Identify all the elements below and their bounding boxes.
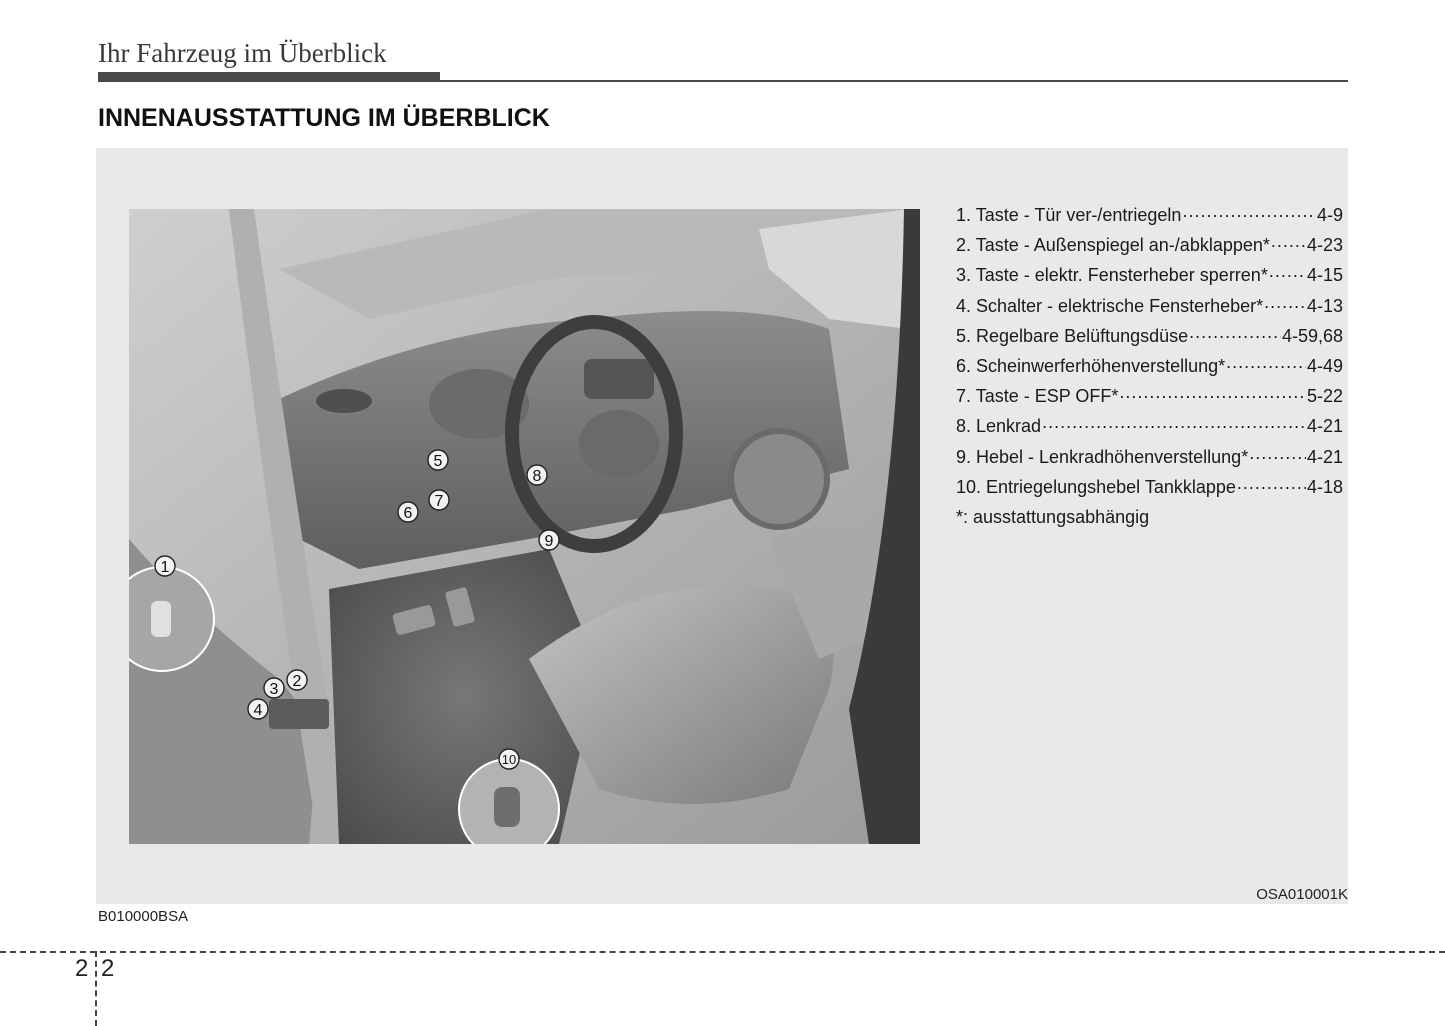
callout-6 (398, 502, 418, 522)
callout-5 (428, 450, 448, 470)
legend-item: 10. Entriegelungshebel Tankklappe ..... 4-18 (956, 472, 1343, 502)
legend-item: 5. Regelbare Belüftungsdüse ..... 4-59,68 (956, 321, 1343, 351)
svg-text:5: 5 (433, 453, 443, 470)
svg-text:6: 6 (403, 505, 413, 522)
lock-knob (151, 601, 171, 637)
legend-item: 9. Hebel - Lenkradhöhenverstellung* ..... 4-21 (956, 442, 1343, 472)
interior-illustration (129, 209, 920, 844)
svg-text:3: 3 (269, 681, 279, 698)
svg-text:7: 7 (434, 493, 444, 510)
callout-1 (155, 556, 175, 576)
document-code: B010000BSA (98, 908, 189, 925)
svg-text:4: 4 (253, 702, 263, 719)
svg-text:9: 9 (544, 533, 554, 550)
callout-9 (539, 530, 559, 550)
door-speaker (731, 431, 827, 527)
footer-dashed-line (0, 951, 1445, 953)
air-vent-left (316, 389, 372, 413)
footer-vertical-dash (95, 951, 97, 1026)
svg-text:2: 2 (292, 673, 302, 690)
legend-item: 7. Taste - ESP OFF* ..... 5-22 (956, 381, 1343, 411)
callout-10 (499, 749, 519, 769)
legend-list (956, 200, 1343, 532)
image-code: OSA010001K (1256, 886, 1348, 903)
legend-item: 4. Schalter - elektrische Fensterheber* ..... 4-13 (956, 291, 1343, 321)
page-number: 2 (101, 955, 115, 982)
callout-3 (264, 678, 284, 698)
svg-text:8: 8 (532, 468, 542, 485)
legend-item: 2. Taste - Außenspiegel an-/abklappen* ..... 4-23 (956, 230, 1343, 260)
air-vent-center (584, 359, 654, 399)
legend-item: 1. Taste - Tür ver-/entriegeln ..... 4-9 (956, 200, 1343, 230)
callout-7 (429, 490, 449, 510)
chapter-number: 2 (75, 955, 89, 982)
fuel-lever (494, 787, 520, 827)
legend-item: 8. Lenkrad ..... 4-21 (956, 411, 1343, 441)
callout-4 (248, 699, 268, 719)
section-title: Ihr Fahrzeug im Überblick (98, 38, 387, 68)
legend-note: *: ausstattungsabhängig (956, 506, 1150, 527)
callout-2 (287, 670, 307, 690)
header-rule (98, 80, 1348, 82)
window-switch-panel (269, 699, 329, 729)
callout-8 (527, 465, 547, 485)
svg-text:10: 10 (501, 752, 517, 767)
steering-hub (579, 410, 659, 478)
legend-item: 6. Scheinwerferhöhenverstellung* ..... 4-49 (956, 351, 1343, 381)
svg-text:1: 1 (160, 559, 170, 576)
page-heading: INNENAUSSTATTUNG IM ÜBERBLICK (98, 104, 550, 132)
legend-item: 3. Taste - elektr. Fensterheber sperren* ..... 4-15 (956, 260, 1343, 290)
